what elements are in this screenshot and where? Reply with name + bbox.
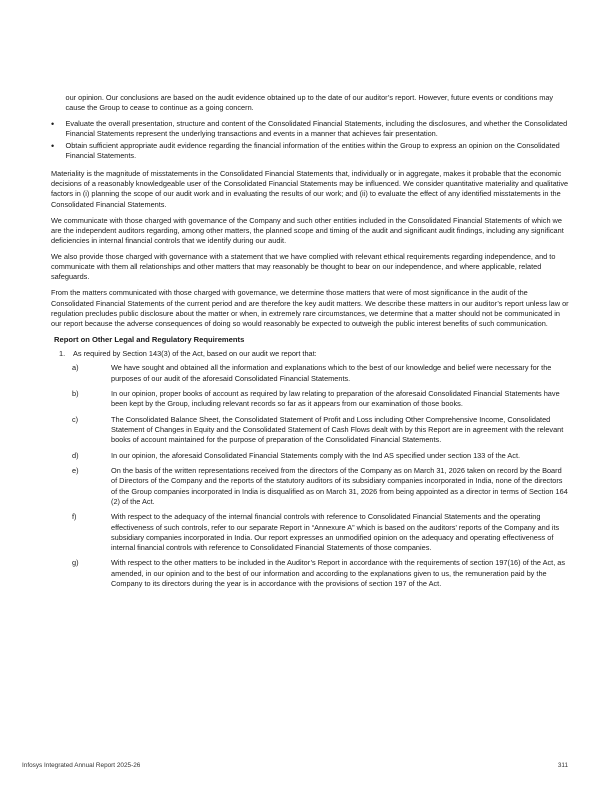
key-audit-matters-paragraph: From the matters communicated with those charged with governance, we determine those matters that were of most significance in the audit of the Consolidated Financial Statements of the current period and are therefore the key audit matters. We describe these matters in our auditor’s report unless law or regulation precludes public disclosure about the matter or when, in extremely rare circumstances, we determine that a matter should not be communicated in our report because the adverse consequences of doing so would reasonably be expected to outweigh the public interest benefits of such communication. <box>51 288 569 329</box>
sub-item-text: The Consolidated Balance Sheet, the Consolidated Statement of Profit and Loss including Other Comprehensive Income, Consolidated Statement of Changes in Equity and the Consolidated Statement of Cash Flows dealt with by this Report are in agreement with the relevant books of account maintained for the purpose of preparation of the Consolidated Financial Statements. <box>111 414 564 445</box>
sub-item-label: f) <box>72 512 77 522</box>
numbered-item-1 <box>51 349 569 359</box>
independence-paragraph: We also provide those charged with governance with a statement that we have complied with relevant ethical requirements regarding independence, and to communicate with them all relationships and other matters that may reasonably be thought to bear on our independence, and where applicable, related safeguards. <box>51 252 556 282</box>
sub-item-f <box>51 512 569 553</box>
continuation-paragraph: our opinion. Our conclusions are based on the audit evidence obtained up to the date of our auditor’s report. However, future events or conditions may cause the Group to cease to continue as a going concern. <box>65 93 554 113</box>
sub-item-text: In our opinion, the aforesaid Consolidated Financial Statements comply with the Ind AS specified under section 133 of the Act. <box>111 450 521 460</box>
sub-item-list <box>51 363 569 589</box>
sub-item-e <box>51 466 569 507</box>
bullet-text: Obtain sufficient appropriate audit evidence regarding the financial information of the entities within the Group to express an opinion on the Consolidated Financial Statements. <box>65 140 560 160</box>
sub-item-label: b) <box>72 389 79 399</box>
bullet-icon: • <box>51 140 55 151</box>
sub-item-label: e) <box>72 466 79 476</box>
sub-item-b <box>51 389 569 409</box>
sub-item-d <box>51 451 569 461</box>
bullet-list <box>51 119 569 161</box>
sub-item-text: In our opinion, proper books of account as required by law relating to preparation of the aforesaid Consolidated Financial Statements have been kept by the Group, including relevant records so far as it appears from our examination of those books. <box>111 389 560 409</box>
sub-item-label: g) <box>72 558 79 568</box>
sub-item-label: c) <box>72 414 79 424</box>
bullet-text: Evaluate the overall presentation, structure and content of the Consolidated Financial Statements, including the disclosures, and whether the Consolidated Financial Statements represent the underlying transactions and events in a manner that achieves fair presentation. <box>65 119 568 139</box>
sub-item-g <box>51 558 569 589</box>
sub-item-text: On the basis of the written representations received from the directors of the Company as on March 31, 2026 taken on record by the Board of Directors of the Company and the reports of the statutory auditors of its subsidiary companies incorporated in India, none of the directors of the Group companies incorporated in India is disqualified as on March 31, 2026 from being appointed as a director in terms of Section 164 (2) of the Act. <box>111 466 568 506</box>
sub-item-c <box>51 415 569 446</box>
bullet-item <box>51 119 569 139</box>
report-body <box>51 93 569 594</box>
sub-item-a <box>51 363 569 383</box>
sub-item-text: We have sought and obtained all the information and explanations which to the best of our knowledge and belief were necessary for the purposes of our audit of the aforesaid Consolidated Financial Statements. <box>111 363 552 383</box>
sub-item-label: a) <box>72 363 79 373</box>
materiality-paragraph: Materiality is the magnitude of misstatements in the Consolidated Financial Statements that, individually or in aggregate, makes it probable that the economic decisions of a reasonably knowledgeable user of the Consolidated Financial Statements may be influenced. We consider quantitative materiality and qualitative factors in (i) planning the scope of our audit work and in evaluating the results of our work; and (ii) to evaluate the effect of any identified misstatements in the Consolidated Financial Statements. <box>51 169 569 209</box>
sub-item-text: With respect to the adequacy of the internal financial controls with reference to Consolidated Financial Statements and the operating effectiveness of such controls, refer to our separate Report in “Annexure A” which is based on the auditors’ reports of the Company and its subsidiary companies incorporated in India. Our report expresses an unmodified opinion on the adequacy and operating effectiveness of internal financial controls with reference to Consolidated Financial Statements of those companies. <box>111 512 560 552</box>
governance-communication-paragraph: We communicate with those charged with governance of the Company and such other entities included in the Consolidated Financial Statements of which we are the independent auditors regarding, among other matters, the planned scope and timing of the audit and significant audit findings, including any significant deficiencies in internal financial controls that we identify during our audit. <box>51 215 564 246</box>
item-intro: As required by Section 143(3) of the Act, based on our audit we report that: <box>73 349 317 359</box>
page-number: 311 <box>557 762 568 769</box>
item-number: 1. <box>59 349 66 359</box>
sub-item-label: d) <box>72 450 79 460</box>
bullet-icon: • <box>51 119 55 130</box>
sub-item-text: With respect to the other matters to be included in the Auditor’s Report in accordance with the requirements of section 197(16) of the Act, as amended, in our opinion and to the best of our information and according to the explanations given to us, the remuneration paid by the Company to its directors during the year is in accordance with the provisions of section 197 of the Act. <box>111 558 566 588</box>
bullet-item <box>51 141 569 161</box>
footer-report-title: Infosys Integrated Annual Report 2025-26 <box>22 762 141 769</box>
section-heading: Report on Other Legal and Regulatory Requirements <box>54 335 245 345</box>
